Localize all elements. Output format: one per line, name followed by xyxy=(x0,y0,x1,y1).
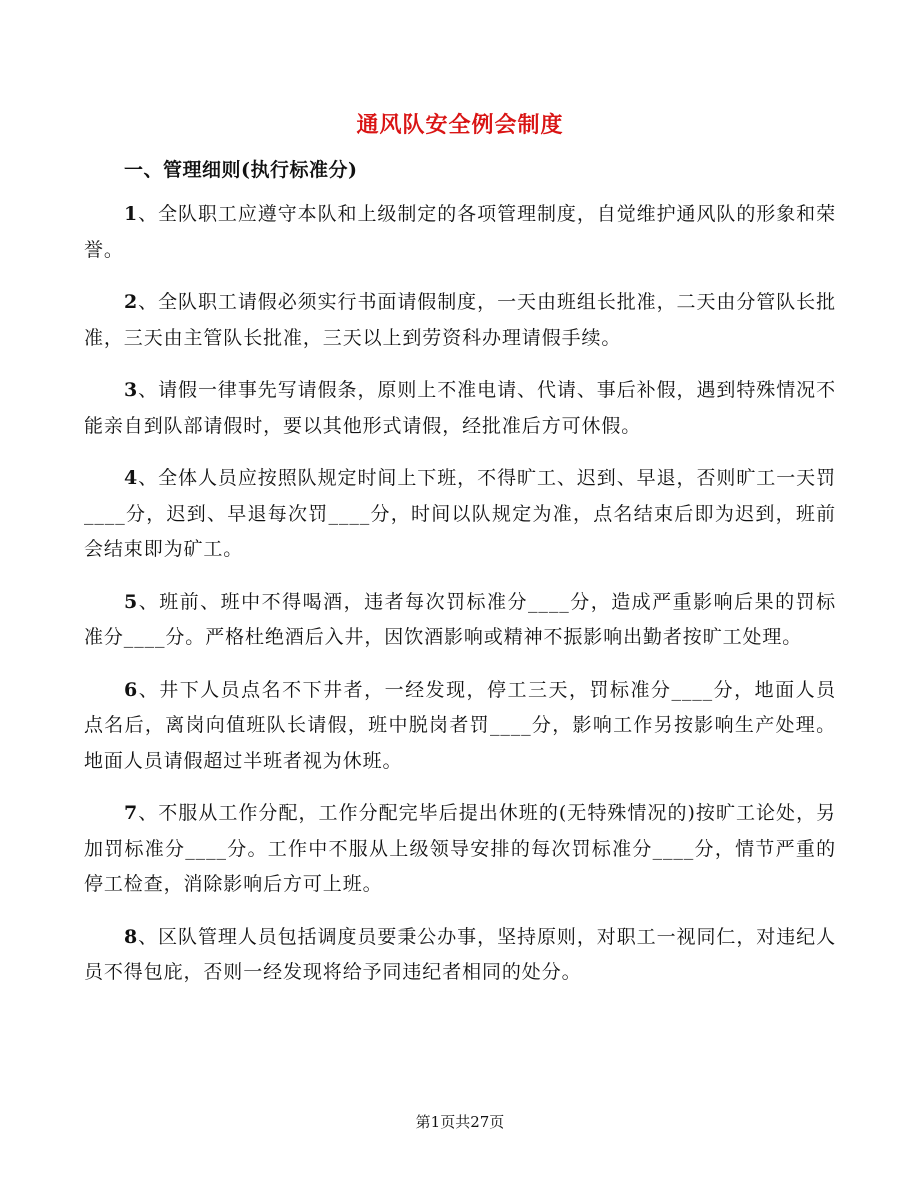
paragraph-number: 7 xyxy=(124,802,139,824)
paragraph-number: 5 xyxy=(124,590,139,613)
paragraph xyxy=(84,373,836,444)
paragraph-text: 、请假一律事先写请假条，原则上不准电请、代请、事后补假，遇到特殊情况不能亲自到队部请假时，要以其他形式请假，经批准后方可休假。 xyxy=(84,379,836,437)
paragraph-text: 、班前、班中不得喝酒，违者每次罚标准分____分，造成严重影响后果的罚标准分____分。严格杜绝酒后入井，因饮酒影响或精神不振影响出勤者按旷工处理。 xyxy=(84,590,836,648)
paragraph xyxy=(84,673,836,780)
paragraph-text: 、区队管理人员包括调度员要秉公办事，坚持原则，对职工一视同仁，对违纪人员不得包庇，否则一经发现将给予同违纪者相同的处分。 xyxy=(84,925,836,983)
paragraph xyxy=(84,197,836,268)
document-title: 通风队安全例会制度 xyxy=(356,112,564,138)
paragraph xyxy=(84,285,836,356)
paragraph-number: 2 xyxy=(124,291,139,313)
paragraph xyxy=(84,585,836,656)
paragraph-number: 8 xyxy=(124,925,139,948)
paragraph-text: 、井下人员点名不下井者，一经发现，停工三天，罚标准分____分，地面人员点名后，离岗向值班队长请假，班中脱岗者罚____分，影响工作另按影响生产处理。地面人员请假超过半班者视为休班。 xyxy=(84,678,836,772)
paragraph-number: 6 xyxy=(124,678,139,701)
paragraph xyxy=(84,920,836,991)
section-heading: 一、管理细则(执行标准分) xyxy=(124,159,358,181)
paragraph-text: 、全体人员应按照队规定时间上下班，不得旷工、迟到、早退，否则旷工一天罚____分，迟到、早退每次罚____分，时间以队规定为准，点名结束后即为迟到，班前会结束即为矿工。 xyxy=(84,467,836,560)
paragraph-number: 4 xyxy=(124,467,139,489)
page-footer: 第1页共27页 xyxy=(415,1113,505,1131)
paragraph-text: 、不服从工作分配，工作分配完毕后提出休班的(无特殊情况的)按旷工论处，另加罚标准分____分。工作中不服从上级领导安排的每次罚标准分____分，情节严重的停工检查，消除影响后方可上班。 xyxy=(84,802,836,895)
document-body xyxy=(84,197,836,1008)
paragraph xyxy=(84,796,836,903)
paragraph-text: 、全队职工请假必须实行书面请假制度，一天由班组长批准，二天由分管队长批准，三天由主管队长批准，三天以上到劳资科办理请假手续。 xyxy=(84,291,836,349)
paragraph-number: 3 xyxy=(124,379,139,401)
paragraph xyxy=(84,461,836,568)
paragraph-text: 、全队职工应遵守本队和上级制定的各项管理制度，自觉维护通风队的形象和荣誉。 xyxy=(84,203,836,261)
paragraph-number: 1 xyxy=(124,203,139,225)
